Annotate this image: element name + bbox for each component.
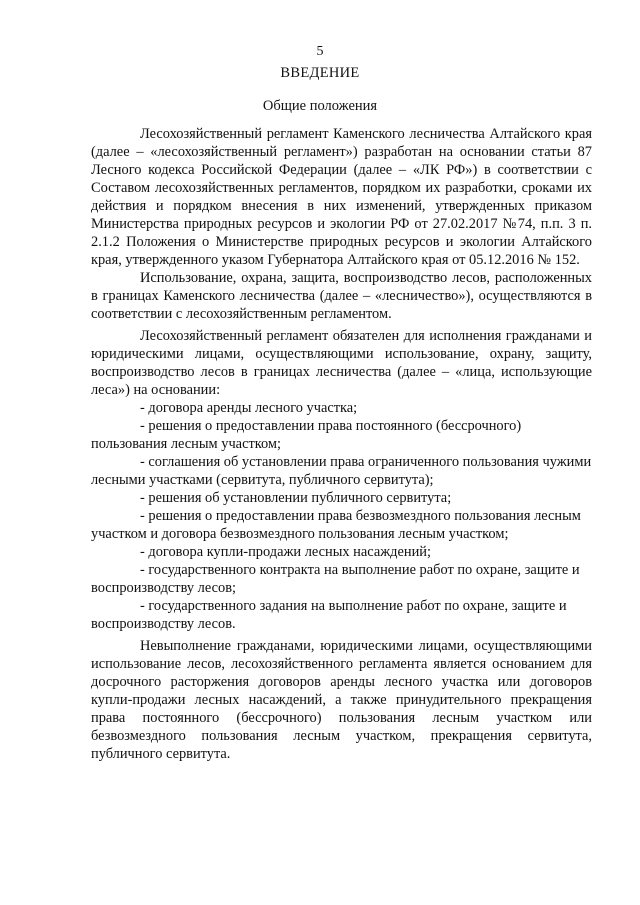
document-body xyxy=(91,125,592,763)
list-item: - соглашения об установлении права ограниченного пользования чужими лесными участками (сервитута, публичного сервитута); xyxy=(91,454,592,488)
list-item: - решения о предоставлении права постоянного (бессрочного) пользования лесным участком; xyxy=(91,418,522,452)
page-number: 5 xyxy=(316,44,324,59)
list-item: - решения об установлении публичного сервитута; xyxy=(140,490,452,506)
list-item: - решения о предоставлении права безвозмездного пользования лесным участком и договора безвозмездного пользования лесным участком; xyxy=(91,508,581,542)
list-item: - государственного задания на выполнение работ по охране, защите и воспроизводству лесов. xyxy=(91,598,567,632)
list-item: - договора купли-продажи лесных насаждений; xyxy=(140,544,431,560)
section-subheading: Общие положения xyxy=(262,98,378,114)
paragraph-intro: Лесохозяйственный регламент Каменского лесничества Алтайского края (далее – «лесохозяйственный регламент») разработан на основании статьи 87 Лесного кодекса Российской Федерации (далее – «ЛК РФ») в соответствии с Составом лесохозяйственных регламентов, порядком их разработки, сроками их действия и порядком внесения в них изменений, утвержденных приказом Министерства природных ресурсов и экологии РФ от 27.02.2017 №74, п.п. 3 п. 2.1.2 Положения о Министерстве природных ресурсов и экологии Алтайского края, утвержденного указом Губернатора Алтайского края от 05.12.2016 № 152. xyxy=(91,126,592,268)
paragraph-obligation: Лесохозяйственный регламент обязателен для исполнения гражданами и юридическими лицами, осуществляющими использование, охрану, защиту, воспроизводство лесов в границах лесничества (далее – «лица, использующие леса») на основании: xyxy=(91,328,592,398)
list-item: - договора аренды лесного участка; xyxy=(140,400,358,416)
paragraph-consequences: Невыполнение гражданами, юридическими лицами, осуществляющими использование лесов, лесохозяйственного регламента является основанием для досрочного расторжения договоров аренды лесного участка или договоров купли-продажи лесных насаждений, а также принудительного прекращения права постоянного (бессрочного) пользования лесным участком или безвозмездного пользования лесным участком, прекращения сервитута, публичного сервитута. xyxy=(91,638,592,762)
paragraph-usage: Использование, охрана, защита, воспроизводство лесов, расположенных в границах Каменского лесничества (далее – «лесничество»), осуществляются в соответствии с лесохозяйственным регламентом. xyxy=(91,270,592,322)
section-heading: ВВЕДЕНИЕ xyxy=(280,65,360,81)
list-item: - государственного контракта на выполнение работ по охране, защите и воспроизводству лесов; xyxy=(91,562,580,596)
